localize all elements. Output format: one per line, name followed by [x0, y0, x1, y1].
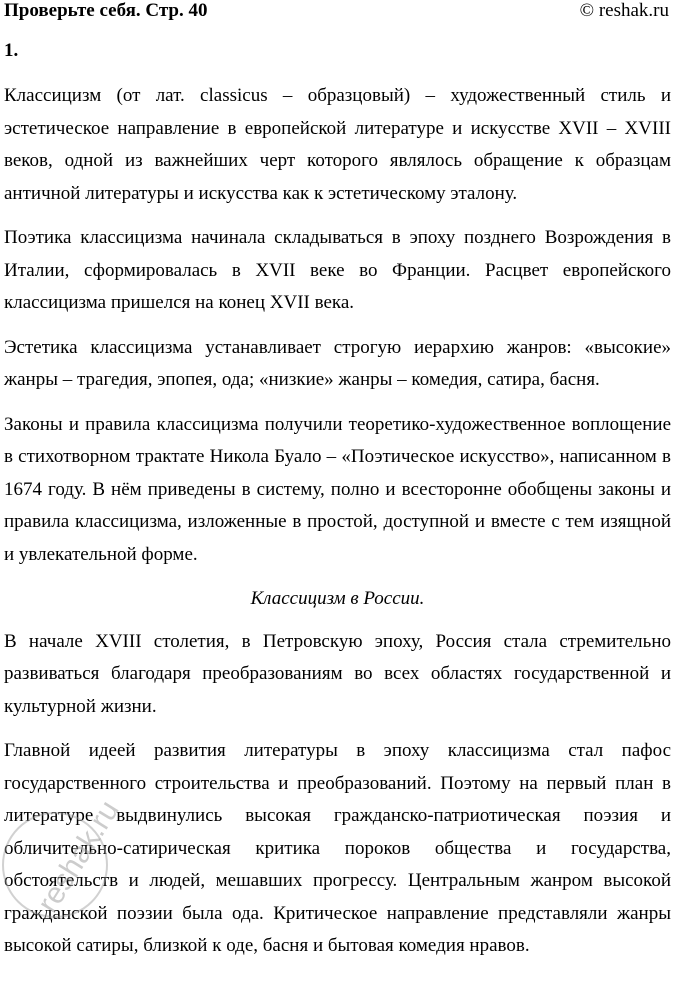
- paragraph-genre-hierarchy: Эстетика классицизма устанавливает строгую иерархию жанров: «высокие» жанры – трагедия, эпопея, ода; «низкие» жанры – комедия, сатира, басня.: [4, 336, 671, 390]
- page-title: Проверьте себя. Стр. 40: [4, 0, 208, 21]
- watermark-text: reshak.ru: [31, 794, 126, 919]
- paragraph-petrine-era: В начале XVIII столетия, в Петровскую эпоху, Россия стала стремительно развиваться благодаря преобразованиям во всех областях государственной и культурной жизни.: [4, 630, 671, 717]
- copyright-label: © reshak.ru: [579, 0, 669, 21]
- paragraph-classicism-origins: Поэтика классицизма начинала складываться в эпоху позднего Возрождения в Италии, сформировалась в XVII веке во Франции. Расцвет европейского классицизма пришелся на конец XVII века.: [4, 227, 671, 313]
- page-header: [4, 0, 671, 30]
- question-number: 1.: [4, 40, 19, 61]
- paragraph-literature-idea: Главной идеей развития литературы в эпоху классицизма стал пафос государственного строительства и преобразований. Поэтому на первый план в литературе выдвинулись высокая гражданско-патриотическая поэзия и обличительно-сатирическая критика пороков общества и государства, обстоятельств и людей, мешавших прогрессу. Центральным жанром высокой гражданской поэзии была ода. Критическое направление представляли жанры высокой сатиры, близкой к оде, басня и бытовая комедия нравов.: [4, 740, 671, 956]
- section-subtitle: Классицизм в России.: [250, 588, 425, 609]
- document-page: [4, 0, 671, 975]
- paragraph-classicism-definition: Классицизм (от лат. classicus – образцовый) – художественный стиль и эстетическое направление в европейской литературе и искусстве XVII – XVIII веков, одной из важнейших черт которого являлось обращение к образцам античной литературы и искусства как к эстетическому эталону.: [4, 85, 671, 204]
- paragraph-boileau: Законы и правила классицизма получили теоретико-художественное воплощение в стихотворном трактате Никола Буало – «Поэтическое искусство», написанном в 1674 году. В нём приведены в систему, полно и всесторонне обобщены законы и правила классицизма, изложенные в простой, доступной и вместе с тем изящной и увлекательной форме.: [4, 413, 671, 565]
